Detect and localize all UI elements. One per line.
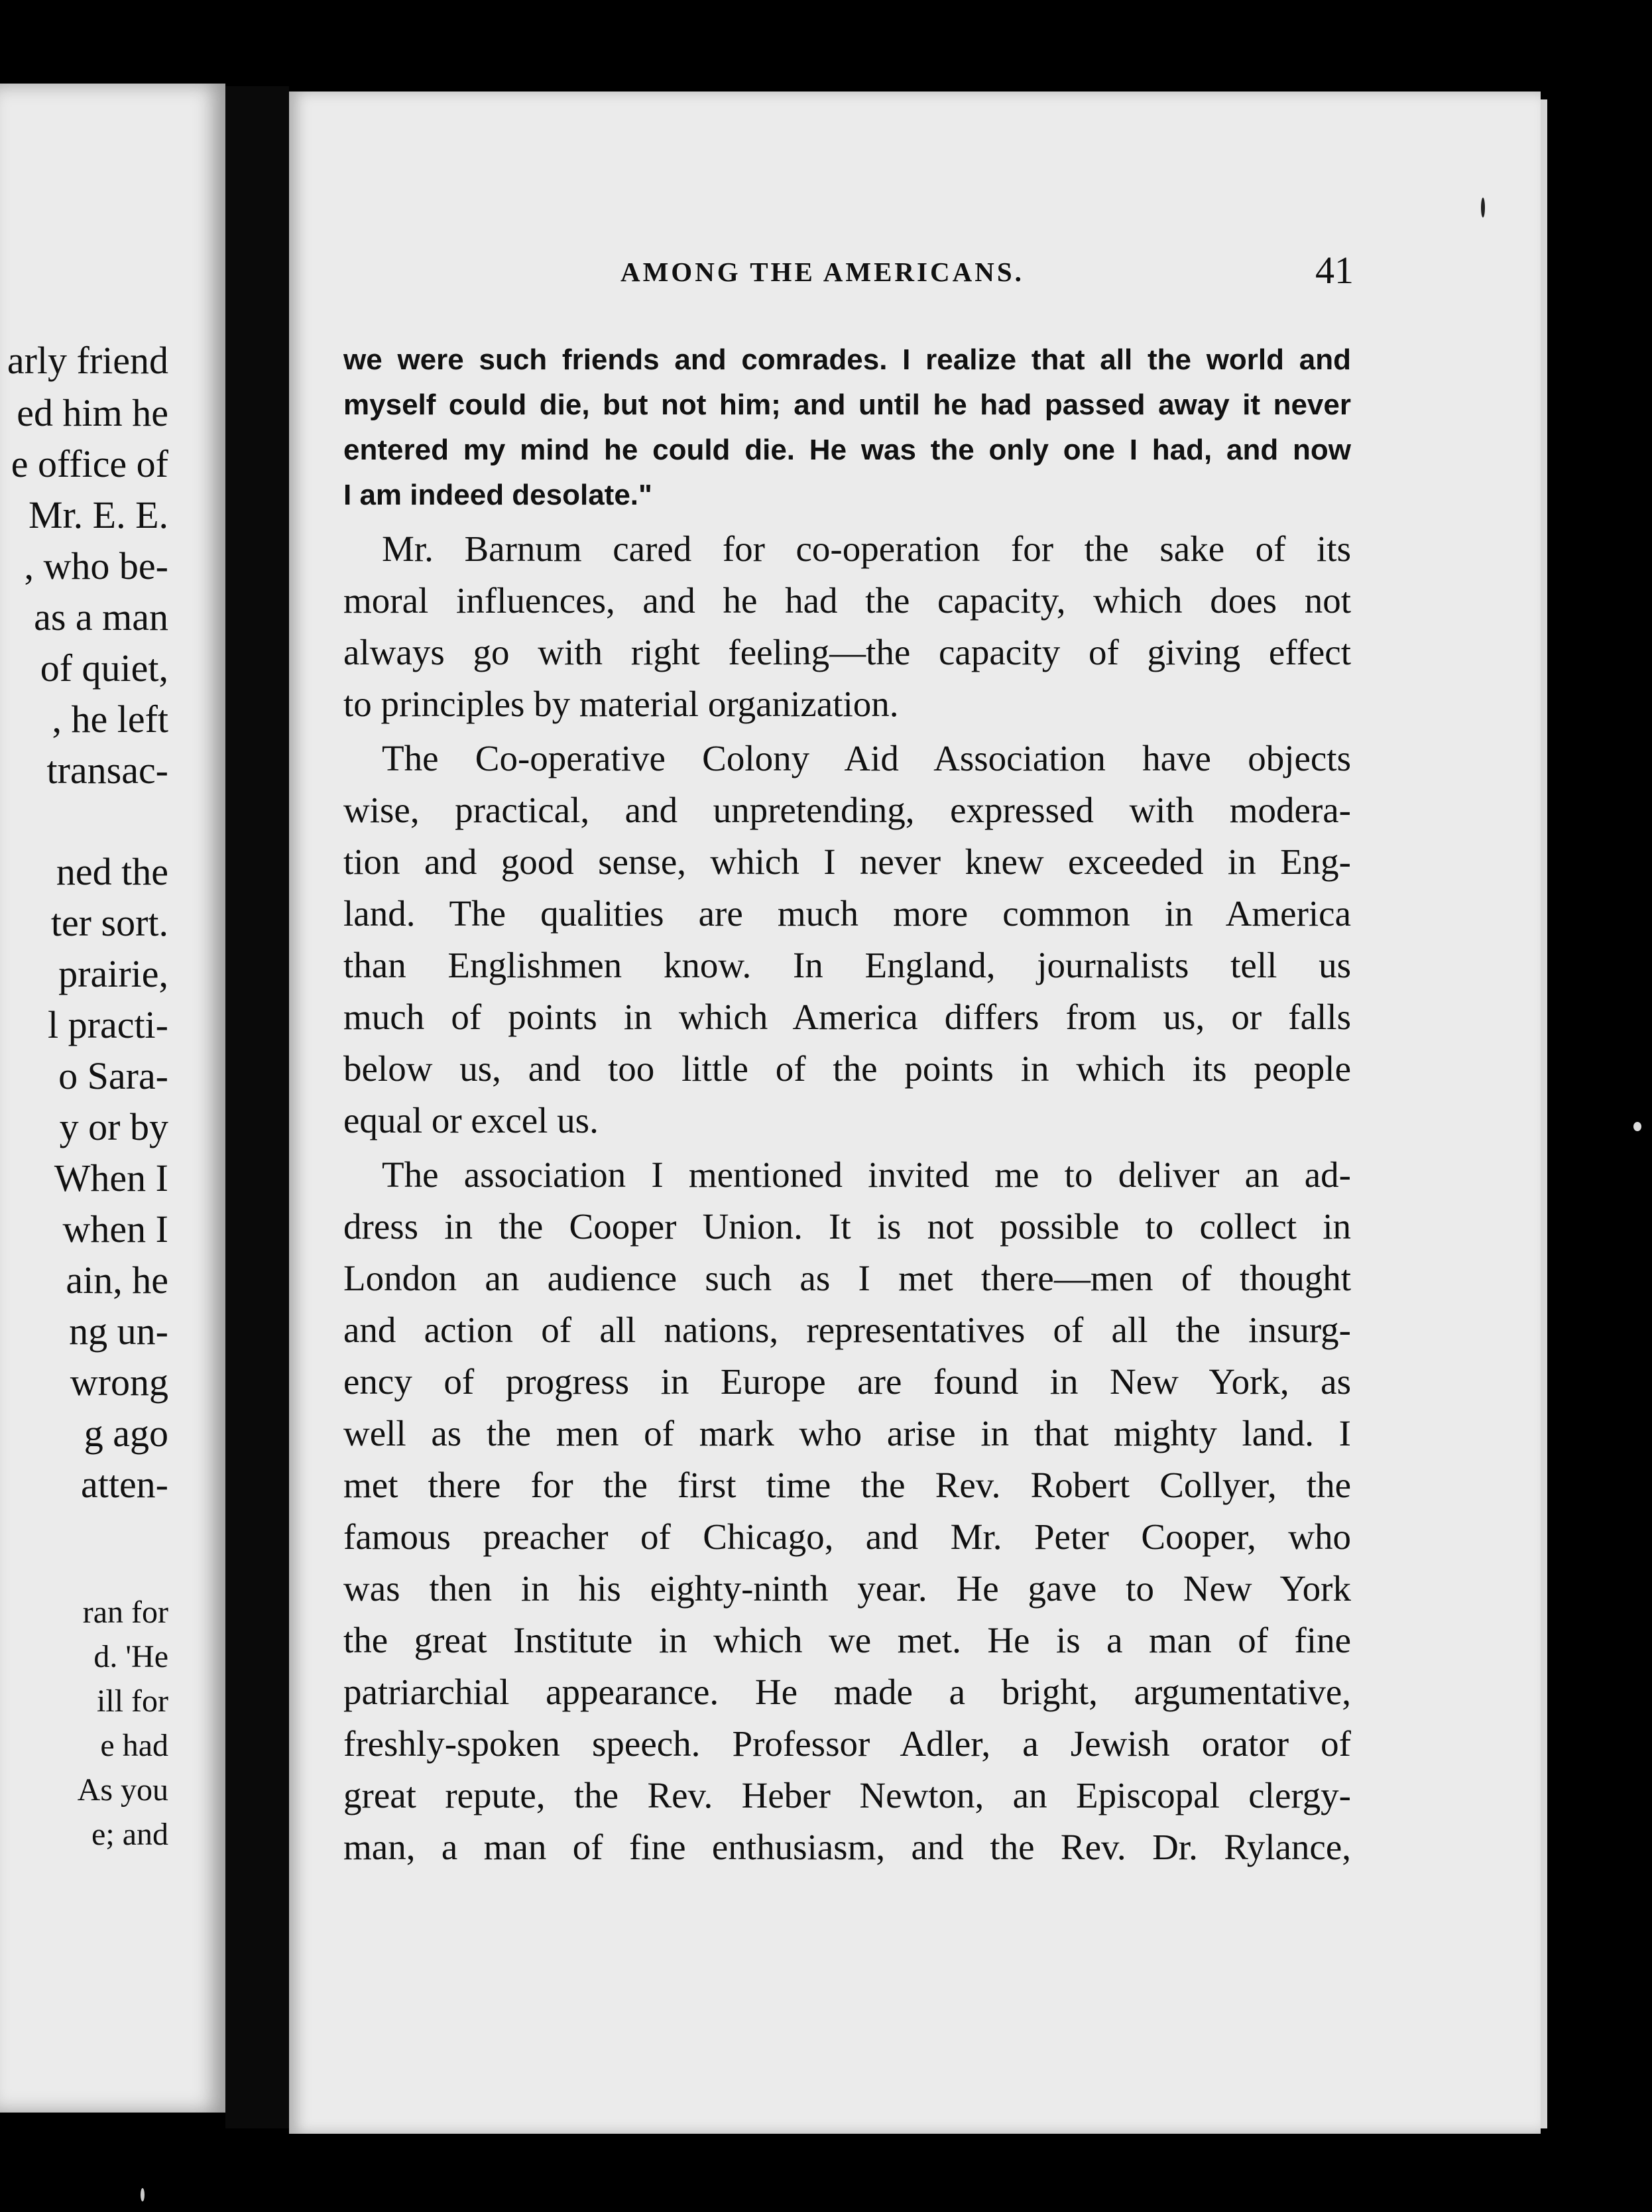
running-head — [289, 249, 1541, 296]
paragraph-line: famous preacher of Chicago, and Mr. Peter Cooper, who — [343, 1516, 1351, 1557]
paragraph-line: The Co-operative Colony Aid Association have objects — [382, 738, 1351, 778]
left-page-text-fragment: ain, he — [66, 1259, 168, 1302]
paragraph-line: moral influences, and he had the capacity, which does not — [343, 580, 1351, 621]
left-page-text-fragment: ill for — [97, 1684, 168, 1719]
right-page — [289, 92, 1541, 2134]
left-page-text-fragment: ed him he — [17, 391, 168, 434]
left-page-text-fragment: , he left — [52, 698, 168, 741]
paragraph-line: the great Institute in which we met. He is a man of fine — [343, 1620, 1351, 1660]
left-page-text-fragment: ter sort. — [50, 901, 168, 944]
quote-line: entered my mind he could die. He was the only one I had, and now — [343, 434, 1351, 466]
left-page-text-fragment: e had — [100, 1728, 168, 1763]
page-edge — [1541, 99, 1547, 2128]
paragraph-line: dress in the Cooper Union. It is not possible to collect in — [343, 1206, 1351, 1247]
paragraph-line: was then in his eighty-ninth year. He gave to New York — [343, 1568, 1351, 1609]
paragraph-line: land. The qualities are much more common in America — [343, 893, 1351, 934]
left-page-text-fragment: of quiet, — [40, 646, 168, 690]
left-page-text-fragment: as a man — [34, 595, 168, 639]
scan-speck — [141, 2188, 145, 2201]
paragraph-line: much of points in which America differs from us, or falls — [343, 997, 1351, 1037]
quote-line: we were such friends and comrades. I realize that all the world and — [343, 343, 1351, 376]
paragraph-line: always go with right feeling—the capacity of giving effect — [343, 632, 1351, 672]
scan-speck — [1481, 198, 1485, 217]
left-facing-page — [0, 84, 225, 2113]
left-page-text-fragment: e office of — [11, 442, 168, 485]
left-page-text-fragment: wrong — [70, 1361, 168, 1404]
quote-line: I am indeed desolate." — [343, 479, 652, 511]
paragraph-line: Mr. Barnum cared for co-operation for the sake of its — [382, 528, 1351, 569]
paragraph-line: than Englishmen know. In England, journalists tell us — [343, 945, 1351, 985]
left-page-text-fragment: atten- — [80, 1463, 168, 1506]
page-number: 41 — [1315, 249, 1354, 292]
paragraph-line: man, a man of fine enthusiasm, and the Rev. Dr. Rylance, — [343, 1827, 1351, 1867]
paragraph-line: well as the men of mark who arise in that mighty land. I — [343, 1413, 1351, 1453]
left-page-text-fragment: When I — [54, 1156, 168, 1199]
left-page-text-fragment: e; and — [91, 1817, 168, 1852]
paragraph-line: The association I mentioned invited me to deliver an ad- — [382, 1154, 1351, 1195]
paragraph-line: tion and good sense, which I never knew exceeded in Eng- — [343, 841, 1351, 882]
paragraph-line: below us, and too little of the points in which its people — [343, 1048, 1351, 1089]
left-page-text-fragment: l practi- — [48, 1003, 168, 1046]
paragraph-line: great repute, the Rev. Heber Newton, an Episcopal clergy- — [343, 1775, 1351, 1815]
left-page-text-fragment: o Sara- — [58, 1054, 168, 1097]
left-page-text-fragment: As you — [77, 1772, 168, 1808]
left-page-text-fragment: Mr. E. E. — [28, 493, 168, 536]
paragraph-line: equal or excel us. — [343, 1100, 599, 1140]
paragraph-line: freshly-spoken speech. Professor Adler, a Jewish orator of — [343, 1723, 1351, 1764]
running-title: AMONG THE AMERICANS. — [620, 257, 1024, 287]
paragraph-line: patriarchial appearance. He made a bright, argumentative, — [343, 1672, 1351, 1712]
paragraph-line: met there for the first time the Rev. Robert Collyer, the — [343, 1465, 1351, 1505]
scan-speck — [1633, 1122, 1641, 1131]
left-page-text-fragment: ran for — [82, 1595, 168, 1630]
left-page-text-fragment: , who be- — [24, 544, 168, 587]
left-page-text-fragment: when I — [62, 1207, 168, 1251]
left-page-text-fragment: y or by — [59, 1105, 168, 1148]
left-page-text-fragment: transac- — [46, 749, 168, 792]
paragraph-line: ency of progress in Europe are found in New York, as — [343, 1361, 1351, 1402]
paragraph-line: and action of all nations, representatives of all the insurg- — [343, 1310, 1351, 1350]
left-page-text-fragment: d. 'He — [93, 1639, 168, 1674]
quote-line: myself could die, but not him; and until he had passed away it never — [343, 389, 1351, 421]
left-page-text-fragment: prairie, — [58, 952, 168, 995]
paragraph-line: wise, practical, and unpretending, expressed with modera- — [343, 790, 1351, 830]
paragraph-line: London an audience such as I met there—men of thought — [343, 1258, 1351, 1298]
left-page-text-fragment: arly friend — [7, 339, 168, 382]
book-gutter — [225, 86, 289, 2128]
paragraph-line: to principles by material organization. — [343, 684, 899, 724]
left-page-text-fragment: ned the — [56, 850, 168, 893]
left-page-text-fragment: g ago — [84, 1412, 168, 1455]
left-page-text-fragment: ng un- — [69, 1310, 168, 1353]
